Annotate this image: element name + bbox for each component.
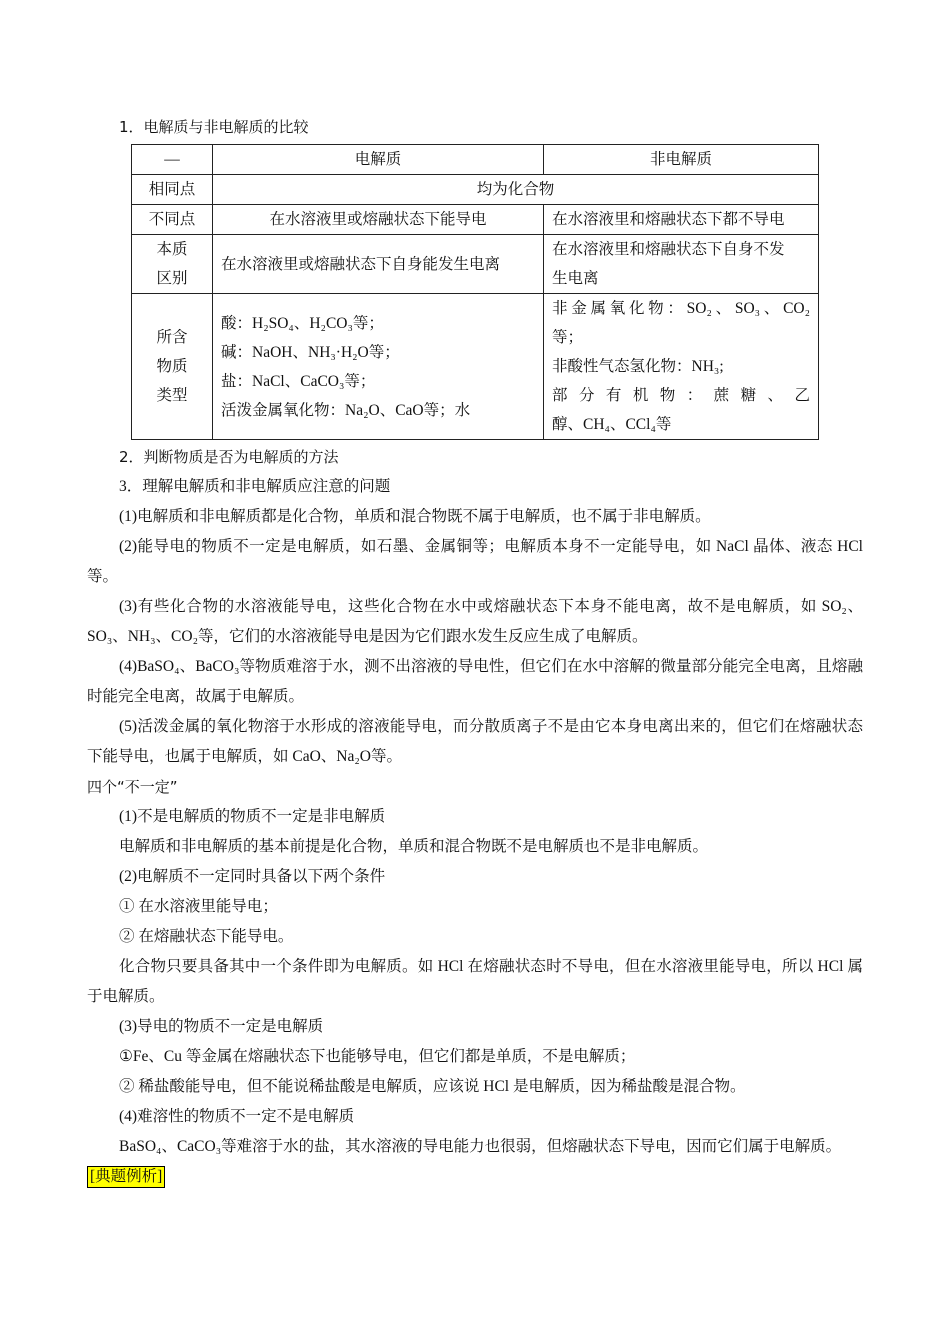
header-electrolyte: 电解质 xyxy=(213,145,544,175)
types-base-line: 碱：NaOH、NH₃·H₂O等； xyxy=(221,343,400,361)
document-page xyxy=(87,112,863,1192)
four-n3-a: ①Fe、Cu 等金属在熔融状态下也能够导电，但它们都是单质，不是电解质； xyxy=(119,1048,636,1065)
four-n1-title: (1)不是电解质的物质不一定是非电解质 xyxy=(119,808,386,825)
four-title: 四个“不一定” xyxy=(87,778,178,796)
comparison-table xyxy=(131,144,819,440)
types-salt-line: 盐：NaCl、CaCO₃等； xyxy=(221,372,376,390)
four-n4-text: BaSO₄、CaCO₃等难溶于水的盐，其水溶液的导电能力也很弱，但熔融状态下导电，因而它们属于电解质。 xyxy=(119,1138,842,1155)
header-nonelectrolyte: 非电解质 xyxy=(544,145,819,175)
table-header-row xyxy=(132,145,819,175)
row-label-types: 所含 物质 类型 xyxy=(132,294,213,440)
types-acid-line: 酸：H₂SO₄、H₂CO₃等； xyxy=(221,314,384,332)
point-3: (3)有些化合物的水溶液能导电，这些化合物在水中或熔融状态下本身不能电离，故不是电解质，如 SO₂、SO₃、NH₃、CO₂等，它们的水溶液能导电是因为它们跟水发生反应生成了电解质。 xyxy=(87,598,863,645)
essence-nonelectrolyte: 在水溶液里和熔融状态下自身不发 生电离 xyxy=(544,235,819,294)
row-label-same: 相同点 xyxy=(132,175,213,205)
types-nonelectrolyte xyxy=(544,294,819,440)
point-5: (5)活泼金属的氧化物溶于水形成的溶液能导电，而分散质离子不是由它本身电离出来的，但它们在熔融状态下能导电，也属于电解质，如 CaO、Na₂O等。 xyxy=(87,718,863,765)
section3-title: 3．理解电解质和非电解质应注意的问题 xyxy=(119,478,391,495)
table-row-diff xyxy=(132,205,819,235)
four-n3-b: ② 稀盐酸能导电，但不能说稀盐酸是电解质，应该说 HCl 是电解质，因为稀盐酸是混合物。 xyxy=(119,1078,746,1095)
types-oxide-line: 活泼金属氧化物：Na₂O、CaO等；水 xyxy=(221,401,471,419)
four-n2-text: 化合物只要具备其中一个条件即为电解质。如 HCl 在熔融状态时不导电，但在水溶液里能导电，所以 HCl 属于电解质。 xyxy=(87,958,863,1005)
types-electrolyte xyxy=(213,294,544,440)
row-label-diff: 不同点 xyxy=(132,205,213,235)
point-1: (1)电解质和非电解质都是化合物，单质和混合物既不属于电解质，也不属于非电解质。 xyxy=(119,508,711,525)
four-n1-text: 电解质和非电解质的基本前提是化合物，单质和混合物既不是电解质也不是非电解质。 xyxy=(119,838,709,855)
row-value-same: 均为化合物 xyxy=(213,175,819,205)
table-row-essence xyxy=(132,235,819,294)
types-organic-line2: 醇、CH₄、CCl₄等 xyxy=(552,416,672,433)
point-4: (4)BaSO₄、BaCO₃等物质难溶于水，测不出溶液的导电性，但它们在水中溶解的微量部分能完全电离，且熔融时能完全电离，故属于电解质。 xyxy=(87,658,863,705)
point-2: (2)能导电的物质不一定是电解质，如石墨、金属铜等；电解质本身不一定能导电，如 NaCl 晶体、液态 HCl 等。 xyxy=(87,538,863,585)
section1-title: 1．电解质与非电解质的比较 xyxy=(119,118,309,136)
row-label-essence: 本质 区别 xyxy=(132,235,213,294)
four-n2-condition-2: ② 在熔融状态下能导电。 xyxy=(119,928,294,945)
table-row-types xyxy=(132,294,819,440)
essence-electrolyte: 在水溶液里或熔融状态下自身能发生电离 xyxy=(213,235,544,294)
four-n3-title: (3)导电的物质不一定是电解质 xyxy=(119,1018,324,1035)
example-tag: [典题例析] xyxy=(87,1166,165,1188)
diff-nonelectrolyte: 在水溶液里和熔融状态下都不导电 xyxy=(544,205,819,235)
types-hydride-line: 非酸性气态氢化物：NH₃; xyxy=(552,358,724,375)
table-corner-cell: — xyxy=(132,145,213,175)
diff-electrolyte: 在水溶液里或熔融状态下能导电 xyxy=(213,205,544,235)
types-nonmetal-line: 非金属氧化物：SO₂、SO₃、CO₂ xyxy=(552,300,810,317)
section2-title: 2．判断物质是否为电解质的方法 xyxy=(119,448,339,466)
four-n2-title: (2)电解质不一定同时具备以下两个条件 xyxy=(119,868,386,885)
table-row-same xyxy=(132,175,819,205)
types-organic-line: 部分有机物：蔗糖、乙 xyxy=(552,387,810,404)
four-n2-condition-1: ① 在水溶液里能导电； xyxy=(119,898,278,915)
types-nonmetal-end: 等； xyxy=(552,329,584,346)
four-n4-title: (4)难溶性的物质不一定不是电解质 xyxy=(119,1108,355,1125)
